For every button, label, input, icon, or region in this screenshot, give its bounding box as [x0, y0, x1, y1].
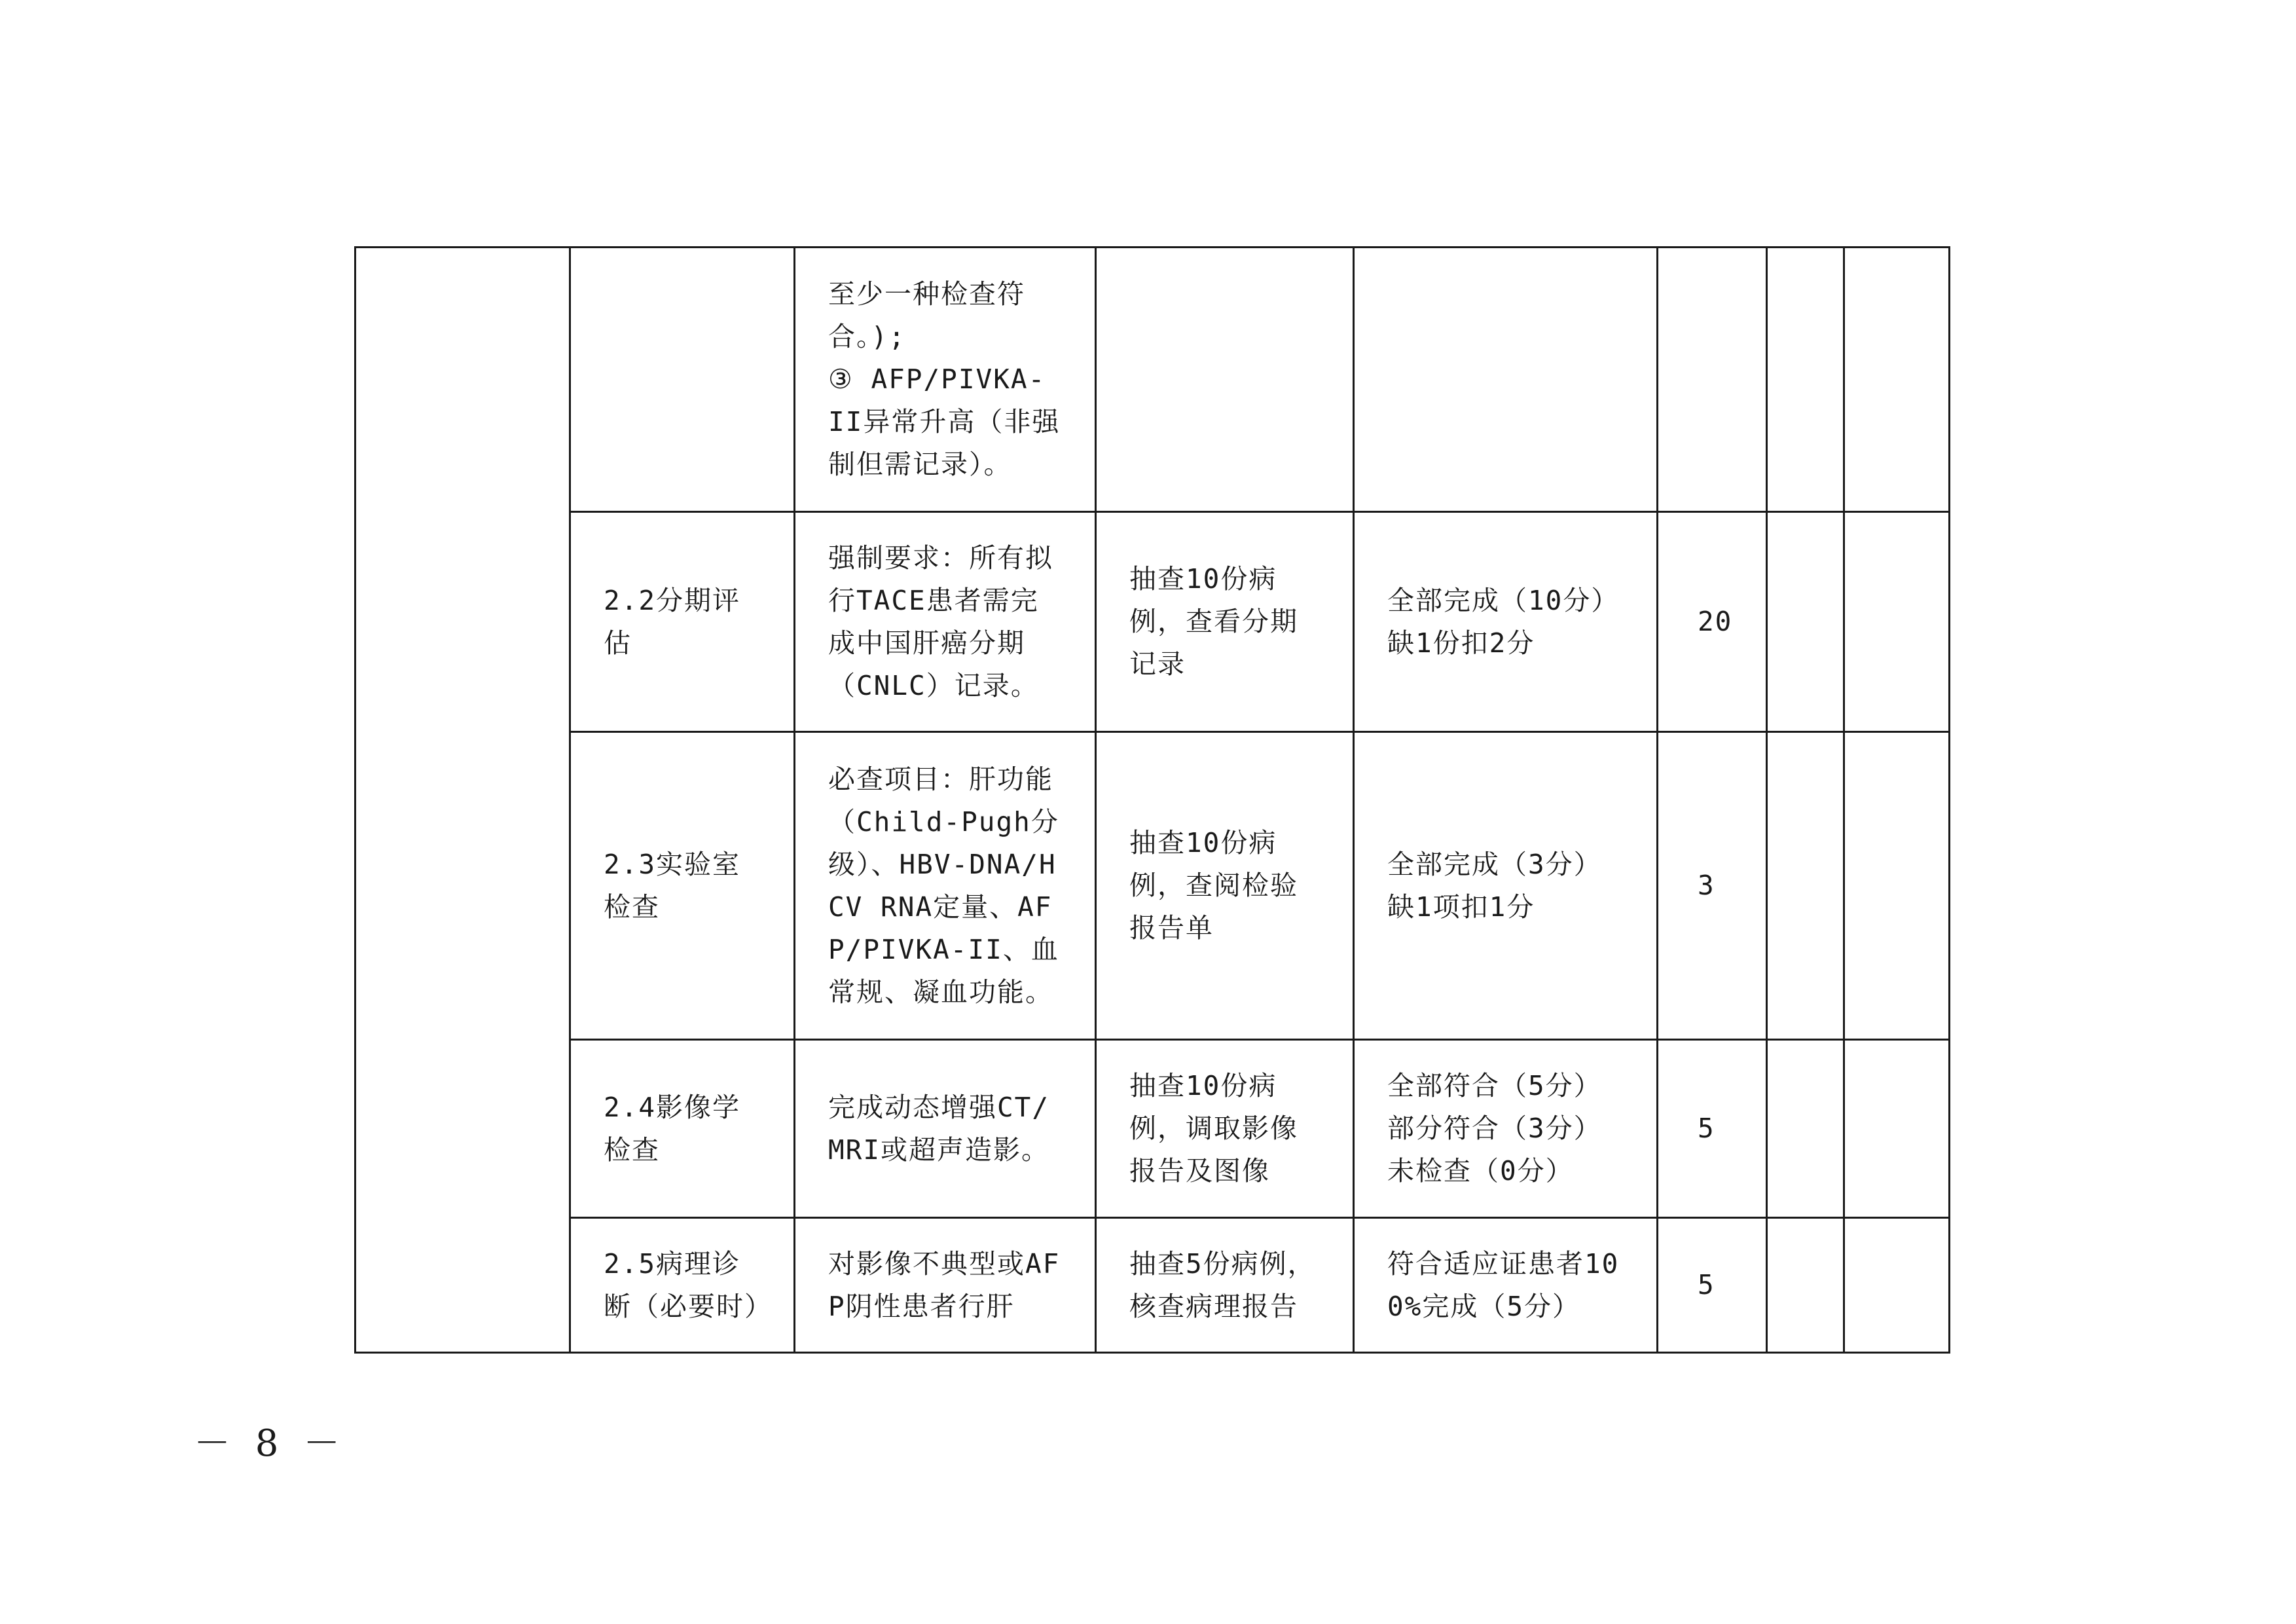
requirement-cell: 完成动态增强CT/MRI或超声造影。 [795, 1040, 1096, 1218]
scoring-cell: 全部符合（5分） 部分符合（3分） 未检查（0分） [1354, 1040, 1658, 1218]
blank-cell [1767, 512, 1844, 732]
scoring-cell: 符合适应证患者100%完成（5分） [1354, 1218, 1658, 1353]
points-cell: 5 [1658, 1218, 1767, 1353]
points-cell: 5 [1658, 1040, 1767, 1218]
criteria-table [354, 246, 1950, 1354]
points-cell: 3 [1658, 732, 1767, 1040]
blank-cell [1844, 1218, 1950, 1353]
points-cell [1658, 248, 1767, 512]
blank-cell [1767, 732, 1844, 1040]
table-row [355, 248, 1950, 512]
blank-cell [1767, 1218, 1844, 1353]
requirement-cell: 强制要求：所有拟行TACE患者需完成中国肝癌分期（CNLC）记录。 [795, 512, 1096, 732]
requirement-cell: 对影像不典型或AFP阴性患者行肝 [795, 1218, 1096, 1353]
method-cell: 抽查10份病例，查阅检验报告单 [1096, 732, 1354, 1040]
method-cell: 抽查10份病例，调取影像报告及图像 [1096, 1040, 1354, 1218]
method-cell: 抽查10份病例，查看分期记录 [1096, 512, 1354, 732]
method-cell [1096, 248, 1354, 512]
scoring-cell: 全部完成（10分） 缺1份扣2分 [1354, 512, 1658, 732]
points-cell: 20 [1658, 512, 1767, 732]
item-cell: 2.4影像学检查 [570, 1040, 795, 1218]
item-cell [570, 248, 795, 512]
scoring-cell [1354, 248, 1658, 512]
item-cell: 2.2分期评估 [570, 512, 795, 732]
blank-cell [1844, 732, 1950, 1040]
item-cell: 2.3实验室检查 [570, 732, 795, 1040]
table-row [355, 1218, 1950, 1353]
requirement-cell: 必查项目：肝功能（Child-Pugh分级）、HBV-DNA/HCV RNA定量、AFP/PIVKA-II、血常规、凝血功能。 [795, 732, 1096, 1040]
method-cell: 抽查5份病例，核查病理报告 [1096, 1218, 1354, 1353]
page-number: － 8 － [194, 1422, 347, 1465]
blank-cell [1844, 248, 1950, 512]
category-cell [355, 248, 570, 1353]
requirement-cell: 至少一种检查符合。); ③ AFP/PIVKA-II异常升高（非强制但需记录）。 [795, 248, 1096, 512]
table-row [355, 732, 1950, 1040]
table-row [355, 1040, 1950, 1218]
blank-cell [1844, 1040, 1950, 1218]
blank-cell [1767, 1040, 1844, 1218]
table-row [355, 512, 1950, 732]
blank-cell [1844, 512, 1950, 732]
scoring-cell: 全部完成（3分） 缺1项扣1分 [1354, 732, 1658, 1040]
item-cell: 2.5病理诊断（必要时） [570, 1218, 795, 1353]
blank-cell [1767, 248, 1844, 512]
